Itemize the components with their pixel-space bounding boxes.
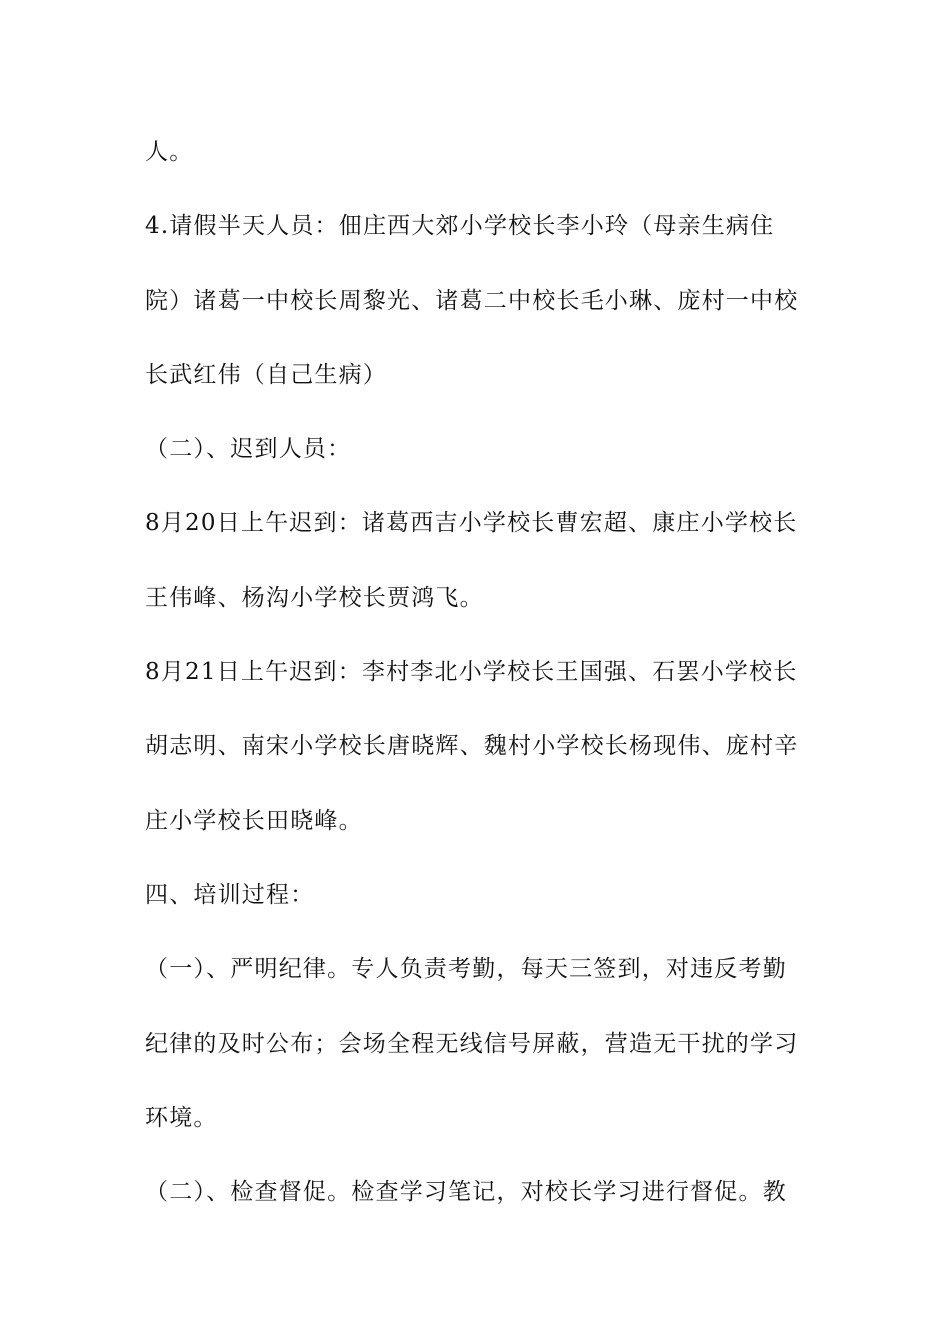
text-line: 王伟峰、杨沟小学校长贾鸿飞。	[145, 585, 484, 611]
text-line: 8月20日上午迟到：诸葛西吉小学校长曹宏超、康庄小学校长	[145, 510, 798, 536]
section-heading: 四、培训过程：	[145, 882, 315, 908]
section-heading: （二）、迟到人员：	[145, 436, 352, 462]
text-line: （二）、检查督促。检查学习笔记，对校长学习进行督促。教	[145, 1179, 787, 1205]
text-line: 胡志明、南宋小学校长唐晓辉、魏村小学校长杨现伟、庞村辛	[145, 733, 799, 759]
text-line: 4.请假半天人员：佃庄西大郊小学校长李小玲（母亲生病住	[145, 213, 775, 239]
text-line: 院）诸葛一中校长周黎光、诸葛二中校长毛小琳、庞村一中校	[145, 288, 799, 314]
text-line: 环境。	[145, 1105, 218, 1131]
text-line: （一）、严明纪律。专人负责考勤，每天三签到，对违反考勤	[145, 956, 787, 982]
text-line: 人。	[145, 139, 194, 165]
text-line: 长武红伟（自己生病）	[145, 362, 387, 388]
text-line: 纪律的及时公布；会场全程无线信号屏蔽，营造无干扰的学习	[145, 1031, 799, 1057]
text-line: 8月21日上午迟到：李村李北小学校长王国强、石罢小学校长	[145, 659, 798, 685]
text-line: 庄小学校长田晓峰。	[145, 808, 363, 834]
